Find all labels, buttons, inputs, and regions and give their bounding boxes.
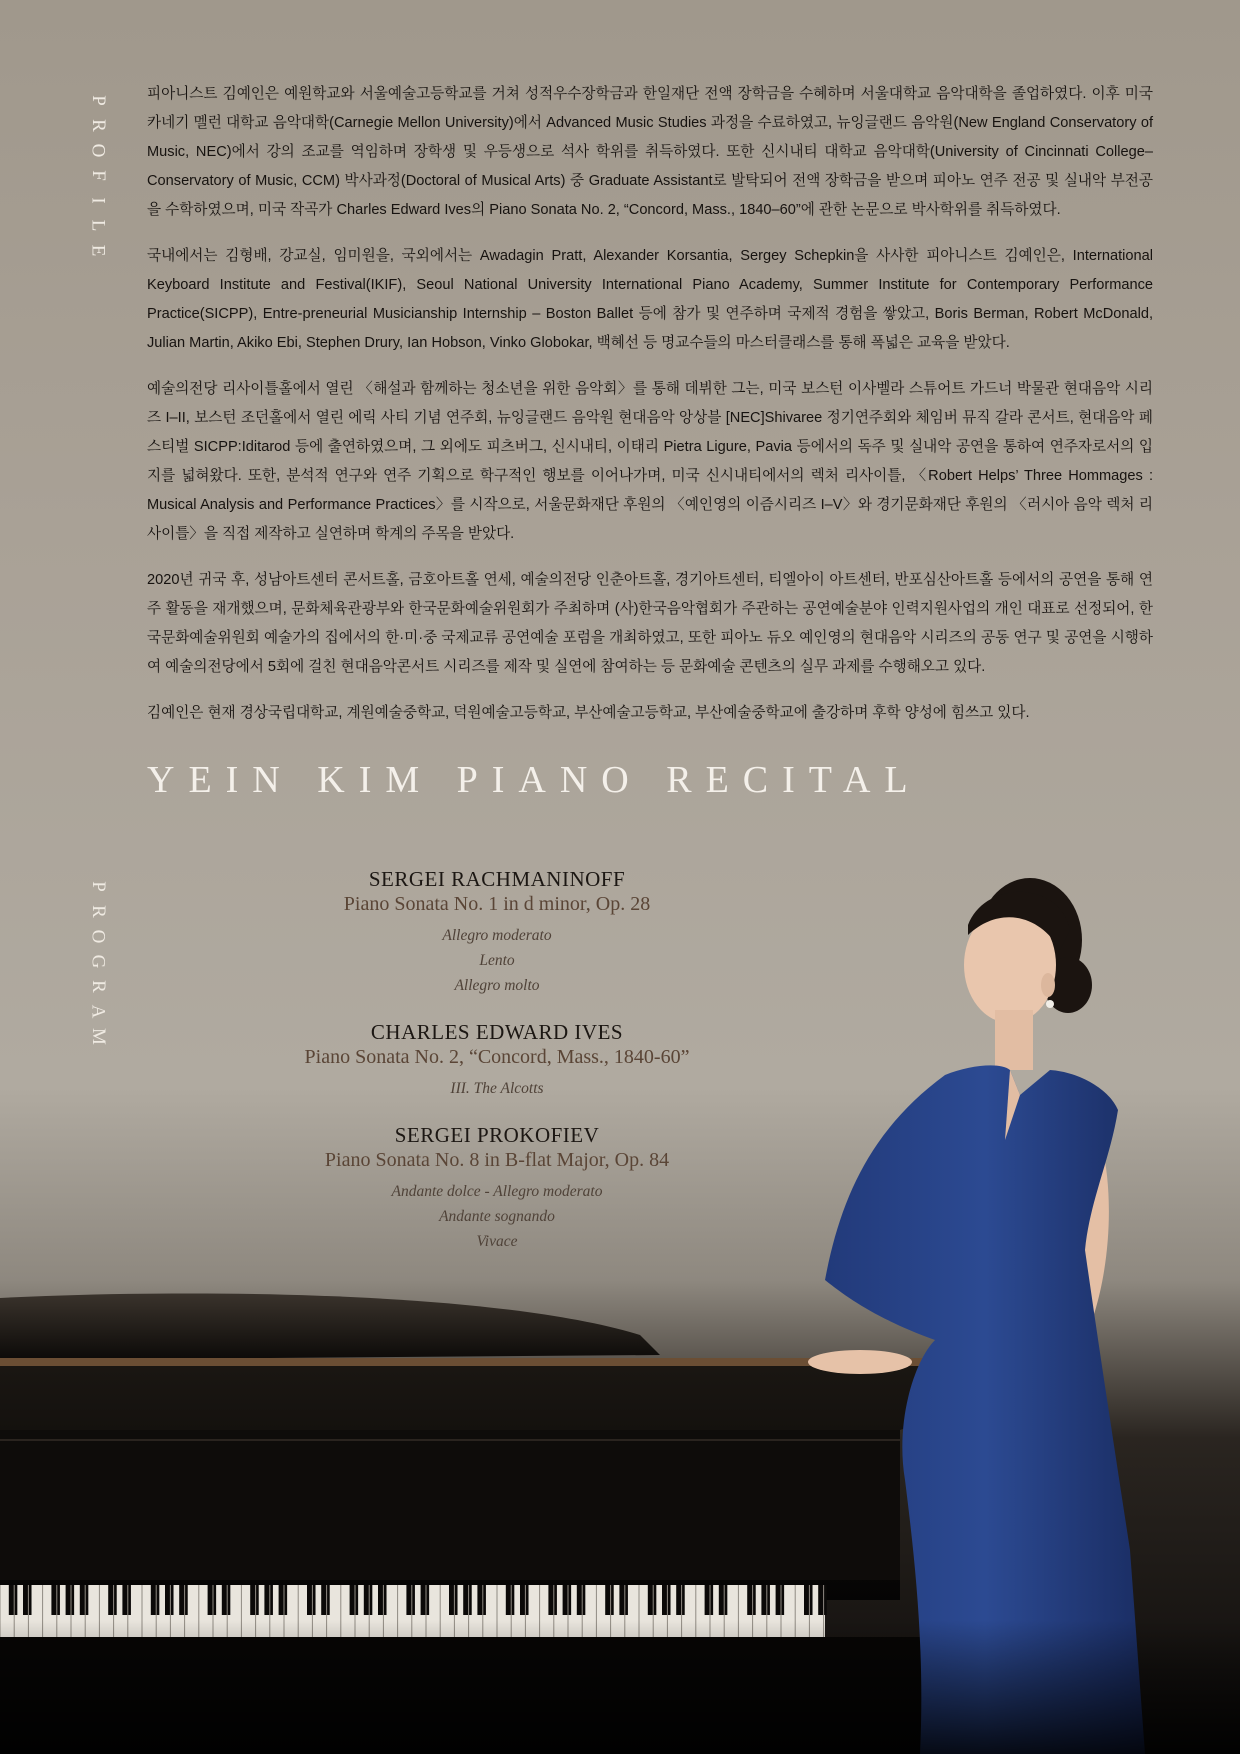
program-piece	[247, 1122, 747, 1254]
profile-paragraph: 피아니스트 김예인은 예원학교와 서울예술고등학교를 거쳐 성적우수장학금과 한일재단 전액 장학금을 수혜하며 서울대학교 음악대학을 졸업하였다. 이후 미국 카네기 멜런 대학교 음악대학(Carnegie Mellon University)에서 Advanced Music Studies 과정을 수료하였고, 뉴잉글랜드 음악원(New England Conservatory of Music, NEC)에서 강의 조교를 역임하며 장학생 및 우등생으로 석사 학위를 취득하였다. 또한 신시내티 대학교 음악대학(University of Cincinnati College–Conservatory of Music, CCM) 박사과정(Doctoral of Musical Arts) 중 Graduate Assistant로 발탁되어 전액 장학금을 받으며 피아노 연주 전공 및 실내악 부전공을 수학하였으며, 미국 작곡가 Charles Edward Ives의 Piano Sonata No. 2, “Concord, Mass., 1840–60”에 관한 논문으로 박사학위를 취득하였다.	[147, 86, 1153, 218]
movement: Lento	[479, 952, 515, 969]
profile-paragraph: 예술의전당 리사이틀홀에서 열린 〈해설과 함께하는 청소년을 위한 음악회〉를 통해 데뷔한 그는, 미국 보스턴 이사벨라 스튜어트 가드너 박물관 현대음악 시리즈 I–II, 보스턴 조던홀에서 열린 에릭 사티 기념 연주회, 뉴잉글랜드 음악원 현대음악 앙상블 [NEC]Shivaree 정기연주회와 체임버 뮤직 갈라 콘서트, 현대음악 페스티벌 SICPP:Iditarod 등에 출연하였으며, 그 외에도 피츠버그, 신시내티, 이태리 Pietra Ligure, Pavia 등에서의 독주 및 실내악 공연을 통하여 연주자로서의 입지를 넓혀왔다. 또한, 분석적 연구와 연주 기획으로 학구적인 행보를 이어나가며, 미국 신시내티에서의 렉처 리사이틀, 〈Robert Helps’ Three Hommages : Musical Analysis and Performance Practices〉를 시작으로, 서울문화재단 후원의 〈예인영의 이즘시리즈 I–V〉와 경기문화재단 후원의 〈러시아 음악 렉처 리사이틀〉을 직접 제작하고 실연하며 학계의 주목을 받았다.	[147, 381, 1153, 542]
profile-paragraph: 국내에서는 김형배, 강교실, 임미원을, 국외에서는 Awadagin Pratt, Alexander Korsantia, Sergey Schepkin을 사사한 피아니스트 김예인은, International Keyboard Institute and Festival(IKIF), Seoul National University International Piano Academy, Summer Institute for Contemporary Performance Practice(SICPP), Entre-preneurial Musicianship Internship – Boston Ballet 등에 참가 및 연주하며 국제적 경험을 쌓았고, Boris Berman, Robert McDonald, Julian Martin, Akiko Ebi, Stephen Drury, Ian Hobson, Vinko Globokar, 백혜선 등 명교수들의 마스터클래스를 통해 폭넓은 교육을 받았다.	[147, 248, 1153, 351]
movement: Andante sognando	[439, 1208, 555, 1225]
piano-lid	[0, 1293, 660, 1360]
composer-name: SERGEI RACHMANINOFF	[368, 867, 626, 891]
recital-title: YEIN KIM PIANO RECITAL	[147, 759, 922, 801]
program-list	[247, 866, 747, 1275]
composer-name: SERGEI PROKOFIEV	[394, 1123, 600, 1147]
movement: Andante dolce - Allegro moderato	[391, 1183, 603, 1200]
movement: Vivace	[476, 1233, 518, 1250]
profile-paragraph: 2020년 귀국 후, 성남아트센터 콘서트홀, 금호아트홀 연세, 예술의전당 인춘아트홀, 경기아트센터, 티엘아이 아트센터, 반포심산아트홀 등에서의 공연을 통해 연주 활동을 재개했으며, 문화체육관광부와 한국문화예술위원회가 주최하며 (사)한국음악협회가 주관하는 공연예술분야 인력지원사업의 개인 대표로 선정되어, 한국문화예술위원회 예술가의 집에서의 한·미·중 국제교류 공연예술 포럼을 개최하였고, 또한 피아노 듀오 예인영의 현대음악 시리즈의 공동 연구 및 공연을 시행하여 예술의전당에서 5회에 걸친 현대음악콘서트 시리즈를 제작 및 실연에 참여하는 등 문화예술 콘텐츠의 실무 과제를 수행해오고 있다.	[147, 572, 1153, 675]
program-section-label: P R O G R A M	[87, 881, 109, 1045]
program-piece	[247, 866, 747, 998]
movement: Allegro moderato	[442, 927, 552, 944]
work-title: Piano Sonata No. 2, “Concord, Mass., 1840-60”	[304, 1046, 690, 1068]
movement: III. The Alcotts	[450, 1080, 544, 1097]
composer-name: CHARLES EDWARD IVES	[370, 1020, 624, 1044]
program-piece	[247, 1019, 747, 1101]
profile-section-label: P R O F I L E	[87, 95, 109, 257]
movement: Allegro molto	[454, 977, 540, 994]
profile-paragraph: 김예인은 현재 경상국립대학교, 계원예술중학교, 덕원예술고등학교, 부산예술고등학교, 부산예술중학교에 출강하며 후학 양성에 힘쓰고 있다.	[147, 705, 1030, 721]
work-title: Piano Sonata No. 1 in d minor, Op. 28	[343, 893, 651, 915]
work-title: Piano Sonata No. 8 in B-flat Major, Op. 84	[324, 1149, 670, 1171]
piano-rim	[0, 1358, 930, 1366]
